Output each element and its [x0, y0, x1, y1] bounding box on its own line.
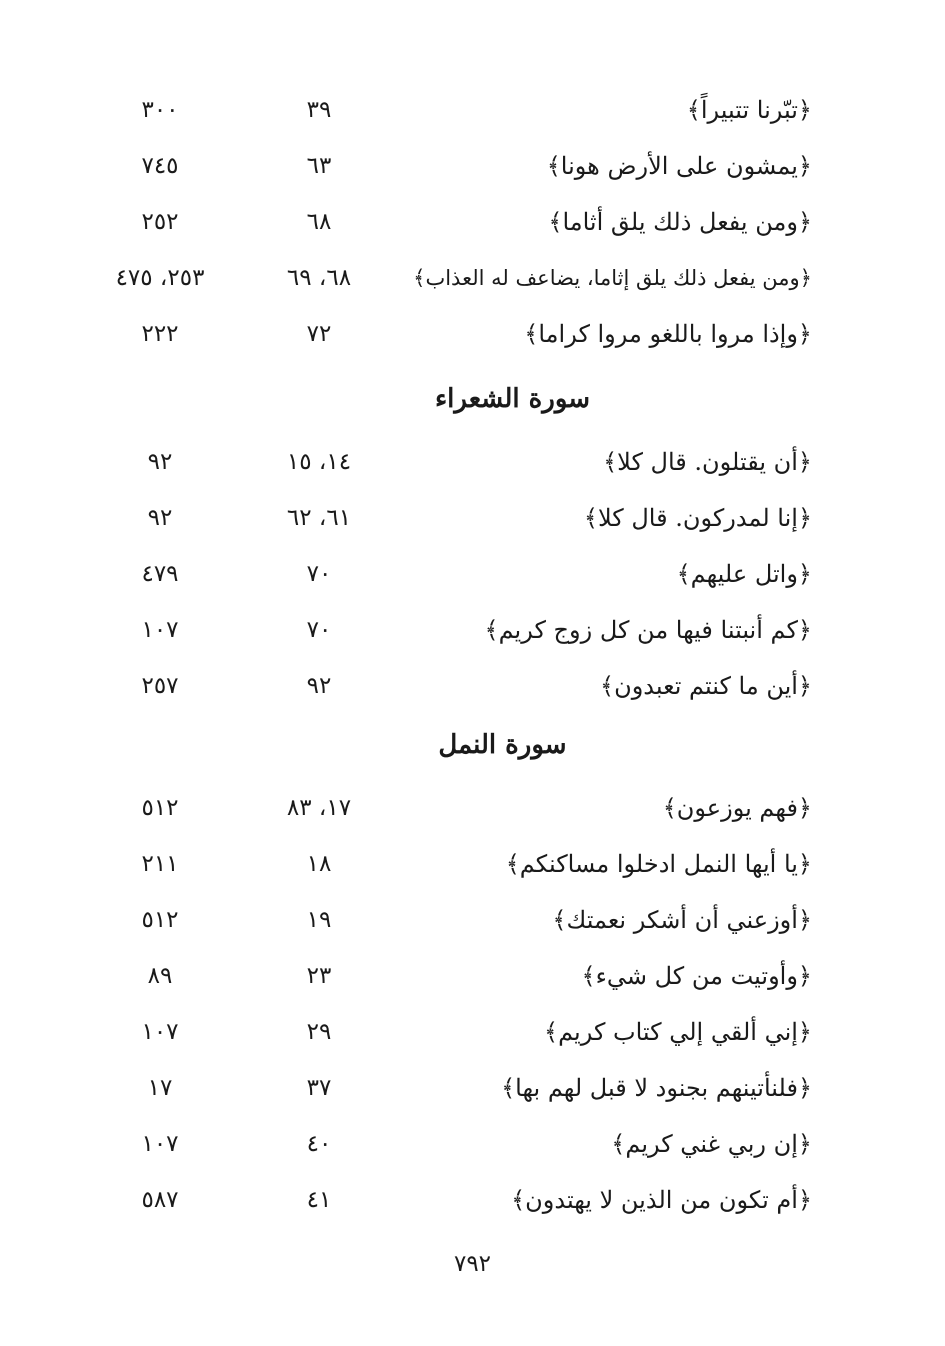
ayah-number: ٩٢	[306, 673, 332, 699]
ayah-number: ٤١	[306, 1187, 332, 1213]
index-entry	[0, 841, 945, 887]
index-entry	[0, 607, 945, 653]
verse-text: ﴿أوزعني أن أشكر نعمتك﴾	[552, 906, 812, 934]
page-reference: ١٠٧	[141, 1019, 179, 1045]
page-reference: ٣٠٠	[141, 97, 179, 123]
ayah-number: ١٩	[306, 907, 332, 933]
ayah-number: ١٨	[306, 851, 332, 877]
index-entry	[0, 439, 945, 485]
surah-heading-shuara: سورة الشعراء	[434, 384, 591, 414]
page-reference: ١٠٧	[141, 617, 179, 643]
index-entry	[0, 199, 945, 245]
ayah-number: ٦١، ٦٢	[286, 505, 352, 531]
index-entry	[0, 1009, 945, 1055]
page-reference: ٢٢٢	[141, 321, 179, 347]
index-entry	[0, 1065, 945, 1111]
verse-text: ﴿أن يقتلون. قال كلا﴾	[603, 448, 812, 476]
verse-text: ﴿أم تكون من الذين لا يهتدون﴾	[511, 1186, 812, 1214]
ayah-number: ٦٨	[306, 209, 332, 235]
surah-heading-naml: سورة النمل	[438, 730, 567, 760]
verse-text: ﴿كم أنبتنا فيها من كل زوج كريم﴾	[484, 616, 812, 644]
verse-text: ﴿يمشون على الأرض هونا﴾	[546, 152, 812, 180]
ayah-number: ١٤، ١٥	[286, 449, 352, 475]
index-entry	[0, 897, 945, 943]
index-entry	[0, 87, 945, 133]
index-entry	[0, 311, 945, 357]
index-entry	[0, 551, 945, 597]
index-entry	[0, 1121, 945, 1167]
page-reference: ٢٥٢	[141, 209, 179, 235]
ayah-number: ٦٨، ٦٩	[286, 265, 352, 291]
page-reference: ٢٥٧	[141, 673, 179, 699]
page-reference: ١٧	[147, 1075, 173, 1101]
ayah-number: ٢٩	[306, 1019, 332, 1045]
verse-text: ﴿ومن يفعل ذلك يلق أثاما﴾	[548, 208, 812, 236]
verse-text: ﴿واتل عليهم﴾	[676, 560, 812, 588]
page-reference: ٤٧٩	[141, 561, 179, 587]
page-reference: ١٠٧	[141, 1131, 179, 1157]
verse-text: ﴿إني ألقي إلي كتاب كريم﴾	[544, 1018, 812, 1046]
verse-text: ﴿فهم يوزعون﴾	[662, 794, 812, 822]
verse-text: ﴿وإذا مروا باللغو مروا كراما﴾	[524, 320, 812, 348]
verse-text: ﴿إن ربي غني كريم﴾	[611, 1130, 812, 1158]
verse-text: ﴿أين ما كنتم تعبدون﴾	[600, 672, 812, 700]
index-entry	[0, 663, 945, 709]
index-entry	[0, 953, 945, 999]
page-reference: ٩٢	[147, 449, 173, 475]
page-reference: ٢١١	[141, 851, 179, 877]
verse-text: ﴿يا أيها النمل ادخلوا مساكنكم﴾	[505, 850, 812, 878]
page-number: ٧٩٢	[453, 1251, 492, 1277]
ayah-number: ٦٣	[306, 153, 332, 179]
verse-text: ﴿فلنأتينهم بجنود لا قبل لهم بها﴾	[501, 1074, 812, 1102]
ayah-number: ٧٢	[306, 321, 332, 347]
ayah-number: ٣٩	[306, 97, 332, 123]
index-entry	[0, 1177, 945, 1223]
ayah-number: ٣٧	[306, 1075, 332, 1101]
verse-text: ﴿تبّرنا تتبيراً﴾	[686, 96, 812, 124]
ayah-number: ٤٠	[306, 1131, 332, 1157]
page-reference: ٥٨٧	[141, 1187, 179, 1213]
verse-text: ﴿إنا لمدركون. قال كلا﴾	[583, 504, 812, 532]
page-reference: ٧٤٥	[141, 153, 179, 179]
verse-text: ﴿وأوتيت من كل شيء﴾	[581, 962, 812, 990]
index-entry	[0, 255, 945, 301]
page-reference: ٥١٢	[141, 795, 179, 821]
ayah-number: ٧٠	[306, 561, 332, 587]
page-reference: ٨٩	[147, 963, 173, 989]
index-entry	[0, 495, 945, 541]
verse-text: ﴿ومن يفعل ذلك يلق إثاما، يضاعف له العذاب﴾	[413, 266, 812, 290]
ayah-number: ٧٠	[306, 617, 332, 643]
ayah-number: ١٧، ٨٣	[286, 795, 352, 821]
page-reference: ٥١٢	[141, 907, 179, 933]
index-entry	[0, 143, 945, 189]
page-reference: ٩٢	[147, 505, 173, 531]
page-reference: ٢٥٣، ٤٧٥	[115, 265, 205, 291]
ayah-number: ٢٣	[306, 963, 332, 989]
index-entry	[0, 785, 945, 831]
